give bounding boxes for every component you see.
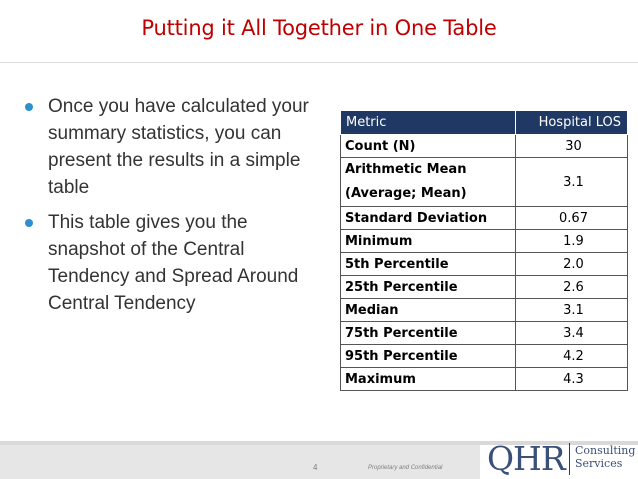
logo-divider: [569, 443, 570, 475]
confidential-notice: Proprietary and Confidential: [368, 465, 443, 471]
bullet-text: This table gives you the snapshot of the Central Tendency and Spread Around Central Tendency: [48, 212, 299, 314]
metric-cell: Standard Deviation: [341, 207, 516, 230]
logo-wordmark: QHR: [487, 439, 565, 478]
value-cell: 2.6: [516, 276, 628, 299]
logo-subtitle-line: Services: [575, 457, 623, 470]
metric-cell: Minimum: [341, 230, 516, 253]
value-cell: 30: [516, 135, 628, 158]
metric-cell: Maximum: [341, 368, 516, 391]
value-cell: 3.4: [516, 322, 628, 345]
table-row: [341, 322, 628, 345]
value-cell: 4.3: [516, 368, 628, 391]
column-header-hospital-los: Hospital LOS: [516, 111, 628, 135]
metric-cell: 95th Percentile: [341, 345, 516, 368]
table-row: [341, 299, 628, 322]
value-cell: 1.9: [516, 230, 628, 253]
table-row: [341, 253, 628, 276]
summary-statistics-table: [340, 110, 628, 391]
table-row: [341, 276, 628, 299]
title-divider: [0, 62, 638, 63]
metric-line: (Average; Mean): [345, 186, 467, 201]
metric-line: Arithmetic Mean: [345, 162, 467, 177]
value-cell: 0.67: [516, 207, 628, 230]
bullet-item: [12, 209, 312, 317]
table-row: [341, 158, 628, 207]
bullet-item: [12, 93, 312, 201]
metric-cell: 25th Percentile: [341, 276, 516, 299]
metric-cell: 75th Percentile: [341, 322, 516, 345]
metric-cell: [341, 158, 516, 207]
logo-subtitle-line: Consulting: [575, 444, 636, 457]
metric-cell: 5th Percentile: [341, 253, 516, 276]
table-row: [341, 345, 628, 368]
bullet-text: Once you have calculated your summary statistics, you can present the results in a simple table: [48, 96, 309, 198]
value-cell: 4.2: [516, 345, 628, 368]
value-cell: 2.0: [516, 253, 628, 276]
value-cell: 3.1: [516, 158, 628, 207]
footer-band: [0, 445, 480, 479]
bullet-dot-icon: [25, 219, 33, 227]
table-row: [341, 135, 628, 158]
table-row: [341, 368, 628, 391]
value-cell: 3.1: [516, 299, 628, 322]
bullet-list: [12, 93, 312, 317]
company-logo: [487, 441, 638, 479]
metric-cell: Median: [341, 299, 516, 322]
logo-subtitle: [575, 444, 635, 470]
bullet-dot-icon: [25, 103, 33, 111]
slide-title: Putting it All Together in One Table: [141, 16, 497, 40]
page-number: 4: [313, 463, 318, 472]
table-row: [341, 207, 628, 230]
table-header-row: [341, 111, 628, 135]
metric-cell: Count (N): [341, 135, 516, 158]
table-row: [341, 230, 628, 253]
column-header-metric: Metric: [341, 111, 516, 135]
